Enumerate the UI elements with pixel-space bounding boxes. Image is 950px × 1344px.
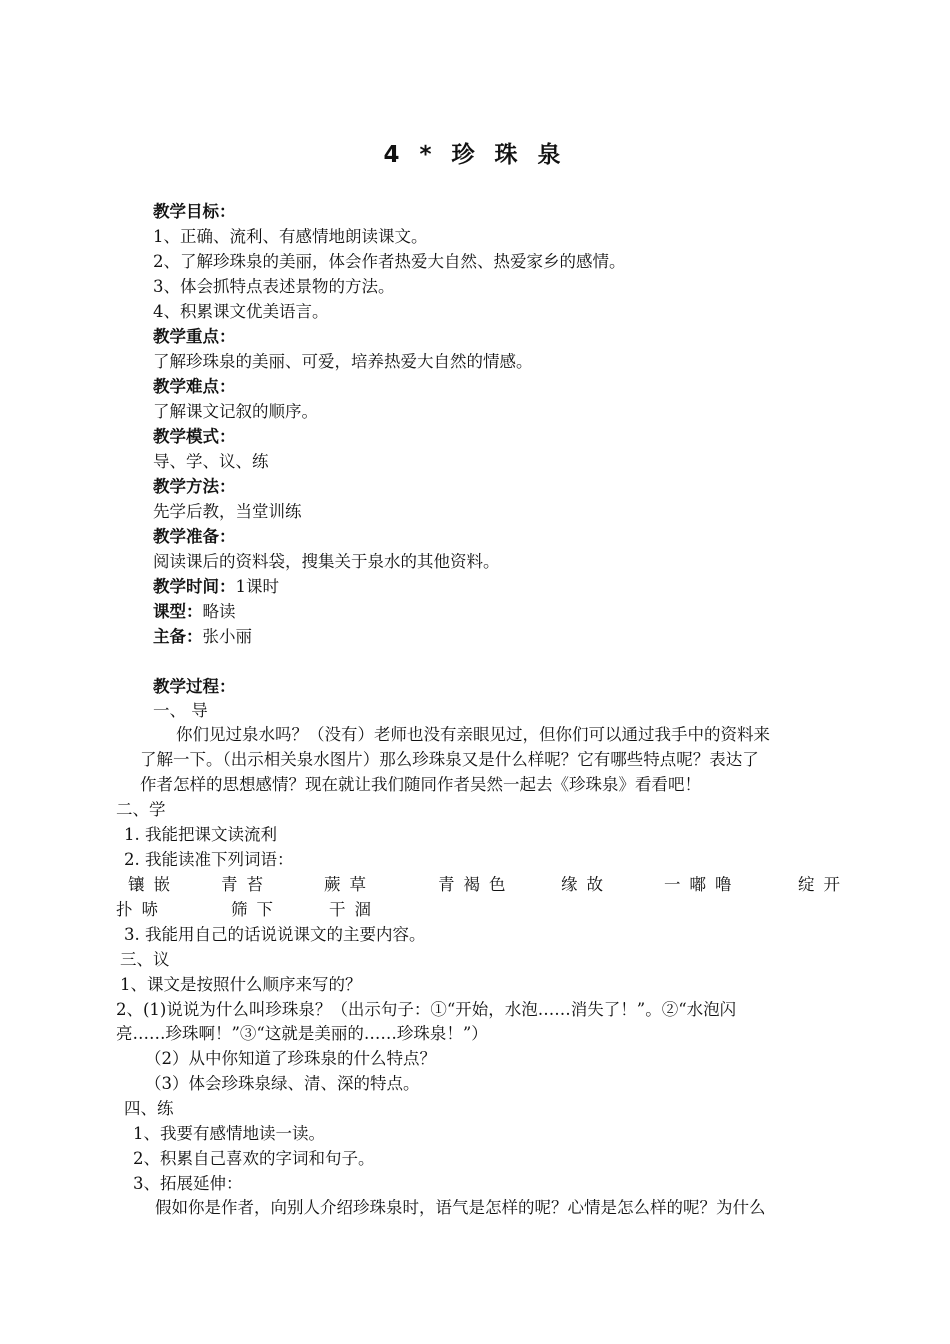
vocab-word: 青褐色 xyxy=(438,875,515,894)
lead-row xyxy=(153,625,252,649)
objective-item: 3、体会抓特点表述景物的方法。 xyxy=(153,277,395,296)
section-heading: 二、学 xyxy=(116,800,166,819)
type-text: 略读 xyxy=(202,602,236,621)
difficulty-label: 教学难点： xyxy=(153,377,236,396)
list-item: 1、课文是按照什么顺序来写的？ xyxy=(120,975,362,994)
lead-text: 张小丽 xyxy=(202,627,252,646)
section-heading: 一、 导 xyxy=(153,701,208,720)
method-label: 教学方法： xyxy=(153,477,236,496)
list-item: （3）体会珍珠泉绿、清、深的特点。 xyxy=(145,1074,420,1093)
paragraph-line: 假如你是作者，向别人介绍珍珠泉时，语气是怎样的呢？心情是怎么样的呢？为什么 xyxy=(155,1198,766,1217)
time-label: 教学时间： xyxy=(153,577,236,596)
list-item: 2、积累自己喜欢的字词和句子。 xyxy=(133,1149,375,1168)
objective-item: 1、正确、流利、有感情地朗读课文。 xyxy=(153,227,428,246)
prep-label: 教学准备： xyxy=(153,527,236,546)
vocab-word: 筛下 xyxy=(231,900,282,919)
paragraph-line: 你们见过泉水吗？（没有）老师也没有亲眼见过，但你们可以通过我手中的资料来 xyxy=(176,725,770,744)
type-row xyxy=(153,600,236,624)
lead-label: 主备： xyxy=(153,627,203,646)
vocab-word: 镶嵌 xyxy=(128,875,179,894)
list-item: 1、我要有感情地读一读。 xyxy=(133,1124,325,1143)
page-title: 4 * 珍 珠 泉 xyxy=(383,142,567,168)
section-heading: 三、议 xyxy=(120,950,170,969)
list-item: 3、拓展延伸： xyxy=(133,1174,243,1193)
mode-text: 导、学、议、练 xyxy=(153,452,269,471)
vocab-word: 缘故 xyxy=(561,875,612,894)
vocab-word: 一嘟噜 xyxy=(664,875,741,894)
list-item: 亮……珍珠啊！”③“这就是美丽的……珍珠泉！”） xyxy=(116,1024,488,1043)
list-item: 2. 我能读准下列词语： xyxy=(124,850,294,869)
list-item: 3. 我能用自己的话说说课文的主要内容。 xyxy=(124,925,426,944)
objective-item: 2、了解珍珠泉的美丽，体会作者热爱大自然、热爱家乡的感情。 xyxy=(153,252,626,271)
objective-item: 4、积累课文优美语言。 xyxy=(153,302,329,321)
paragraph-line: 了解一下。（出示相关泉水图片）那么珍珠泉又是什么样呢？它有哪些特点呢？表达了 xyxy=(140,750,759,769)
prep-text: 阅读课后的资料袋，搜集关于泉水的其他资料。 xyxy=(153,552,500,571)
vocab-word: 蕨草 xyxy=(324,875,375,894)
vocab-word: 青苔 xyxy=(221,875,272,894)
paragraph-line: 作者怎样的思想感情？现在就让我们随同作者吴然一起去《珍珠泉》看看吧！ xyxy=(140,775,701,794)
list-item: （2）从中你知道了珍珠泉的什么特点？ xyxy=(145,1049,436,1068)
method-text: 先学后教，当堂训练 xyxy=(153,502,302,521)
key-points-text: 了解珍珠泉的美丽、可爱，培养热爱大自然的情感。 xyxy=(153,352,533,371)
process-label: 教学过程： xyxy=(153,677,236,696)
vocab-word: 绽开 xyxy=(798,875,849,894)
mode-label: 教学模式： xyxy=(153,427,236,446)
time-text: 1课时 xyxy=(235,577,279,596)
vocab-word: 扑哧 xyxy=(116,900,167,919)
key-points-label: 教学重点： xyxy=(153,327,236,346)
time-row xyxy=(153,575,279,599)
vocab-word: 干涸 xyxy=(329,900,380,919)
list-item: 2、(1)说说为什么叫珍珠泉？（出示句子：①“开始，水泡……消失了！”。②“水泡闪 xyxy=(116,1000,737,1019)
section-heading: 四、练 xyxy=(124,1099,174,1118)
list-item: 1. 我能把课文读流利 xyxy=(124,825,277,844)
objectives-label: 教学目标： xyxy=(153,202,236,221)
type-label: 课型： xyxy=(153,602,203,621)
difficulty-text: 了解课文记叙的顺序。 xyxy=(153,402,318,421)
